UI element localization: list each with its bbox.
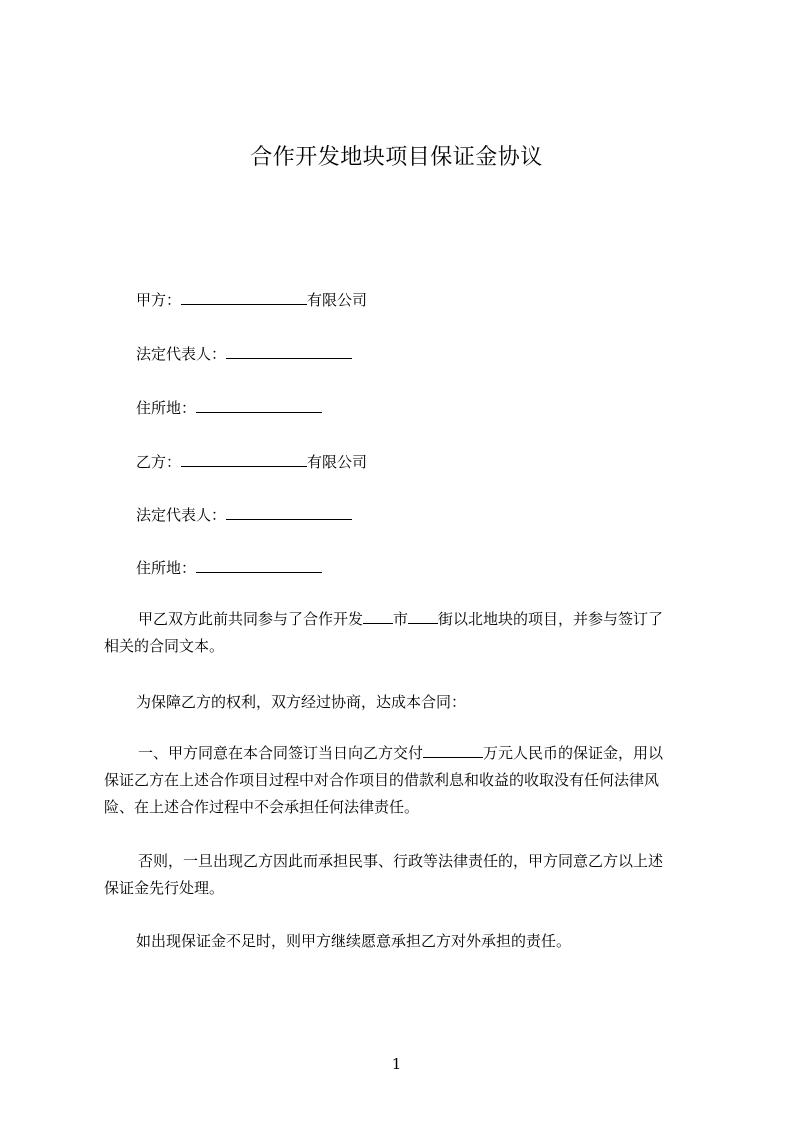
party-b-rep-label: 法定代表人： <box>136 506 227 524</box>
party-b-suffix: 有限公司 <box>307 453 368 471</box>
otherwise-line-1: 否则，一旦出现乙方因此而承担民事、行政等法律责任的，甲方同意乙方以上述 <box>138 852 664 870</box>
clause-one-text-b: 万元人民币的保证金，用以 <box>483 744 664 762</box>
para1-text-a: 甲乙双方此前共同参与了合作开发 <box>138 610 364 628</box>
para1-text-b: 市 <box>393 610 409 628</box>
party-b-address-label: 住所地： <box>136 559 197 577</box>
clause-one-line-3: 险、在上述合作过程中不会承担任何法律责任。 <box>104 798 420 816</box>
street-blank <box>408 609 438 624</box>
party-b-representative-line <box>136 505 352 525</box>
deposit-amount-blank <box>423 743 483 758</box>
clause-one-line-2: 保证乙方在上述合作项目过程中对合作项目的借款利息和收益的收取没有任何法律风 <box>104 771 660 789</box>
party-b-line <box>136 452 367 472</box>
paragraph-purpose: 为保障乙方的权利，双方经过协商，达成本合同： <box>136 693 467 711</box>
clause-one-line-1 <box>104 740 704 767</box>
party-b-rep-blank <box>226 505 352 520</box>
paragraph-clause-one <box>104 740 704 821</box>
party-a-address-label: 住所地： <box>136 399 197 417</box>
para1-text-c: 街以北地块的项目，并参与签订了 <box>438 610 664 628</box>
paragraph-background-line-1 <box>104 606 704 633</box>
party-b-address-blank <box>196 558 322 573</box>
party-a-rep-label: 法定代表人： <box>136 345 227 363</box>
party-a-suffix: 有限公司 <box>307 291 368 309</box>
party-b-name-blank <box>181 452 307 467</box>
paragraph-otherwise <box>104 848 704 902</box>
paragraph-background-line-2: 相关的合同文本。 <box>104 637 225 655</box>
paragraph-shortfall: 如出现保证金不足时，则甲方继续愿意承担乙方对外承担的责任。 <box>136 932 572 950</box>
page-number: 1 <box>391 1055 402 1073</box>
party-a-address-blank <box>196 398 322 413</box>
party-a-label: 甲方： <box>136 291 182 309</box>
paragraph-background <box>104 606 704 660</box>
city-blank <box>363 609 393 624</box>
party-a-name-blank <box>181 290 307 305</box>
party-a-representative-line <box>136 344 352 364</box>
party-b-label: 乙方： <box>136 453 182 471</box>
party-b-address-line <box>136 558 322 578</box>
party-a-address-line <box>136 398 322 418</box>
party-a-line <box>136 290 367 310</box>
party-a-rep-blank <box>226 344 352 359</box>
document-title: 合作开发地块项目保证金协议 <box>250 145 543 170</box>
otherwise-line-2: 保证金先行处理。 <box>104 879 225 897</box>
clause-one-text-a: 一、甲方同意在本合同签订当日向乙方交付 <box>138 744 424 762</box>
